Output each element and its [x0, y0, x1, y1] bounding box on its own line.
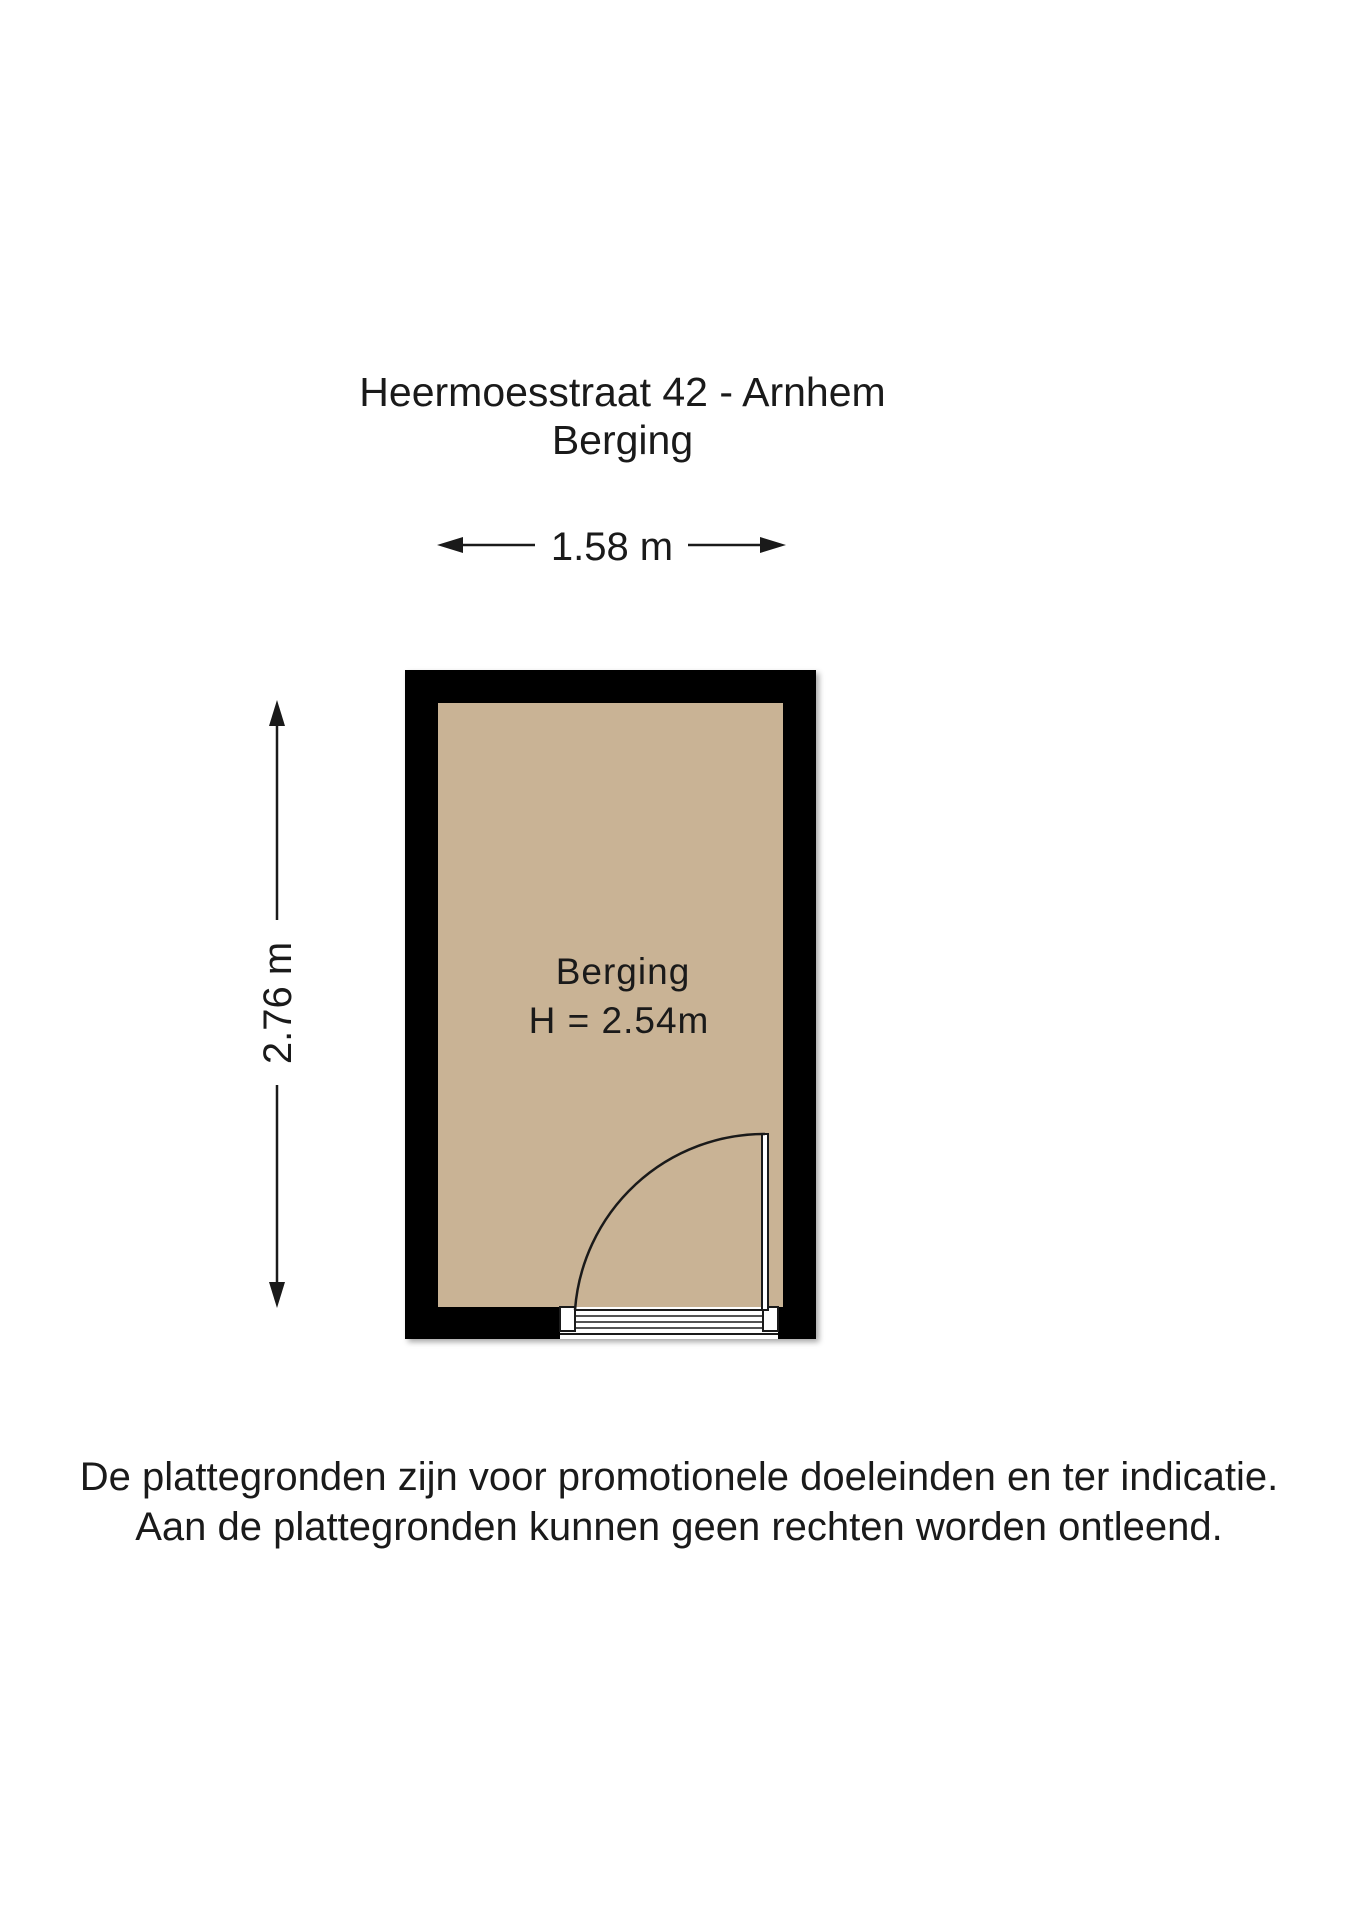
- plan-address-title: Heermoesstraat 42 - Arnhem: [359, 369, 886, 415]
- width-arrow-right-icon: [760, 537, 786, 553]
- disclaimer-line-1: De plattegronden zijn voor promotionele doeleinden en ter indicatie.: [79, 1455, 1279, 1499]
- room-name-label: Berging: [555, 951, 691, 992]
- width-dimension: [437, 525, 786, 569]
- depth-arrow-down-icon: [269, 1282, 285, 1308]
- room-height-label: H = 2.54m: [528, 1000, 710, 1041]
- door-leaf: [762, 1134, 768, 1310]
- door-opening: [560, 1307, 778, 1339]
- disclaimer-line-2: Aan de plattegronden kunnen geen rechten worden ontleend.: [135, 1505, 1223, 1549]
- door-jamb-left: [560, 1307, 575, 1331]
- depth-dimension: [256, 700, 300, 1308]
- plan-floor-title: Berging: [551, 417, 694, 463]
- depth-dimension-label: 2.76 m: [256, 941, 300, 1065]
- width-dimension-label: 1.58 m: [550, 525, 674, 569]
- width-arrow-left-icon: [437, 537, 463, 553]
- depth-arrow-up-icon: [269, 700, 285, 726]
